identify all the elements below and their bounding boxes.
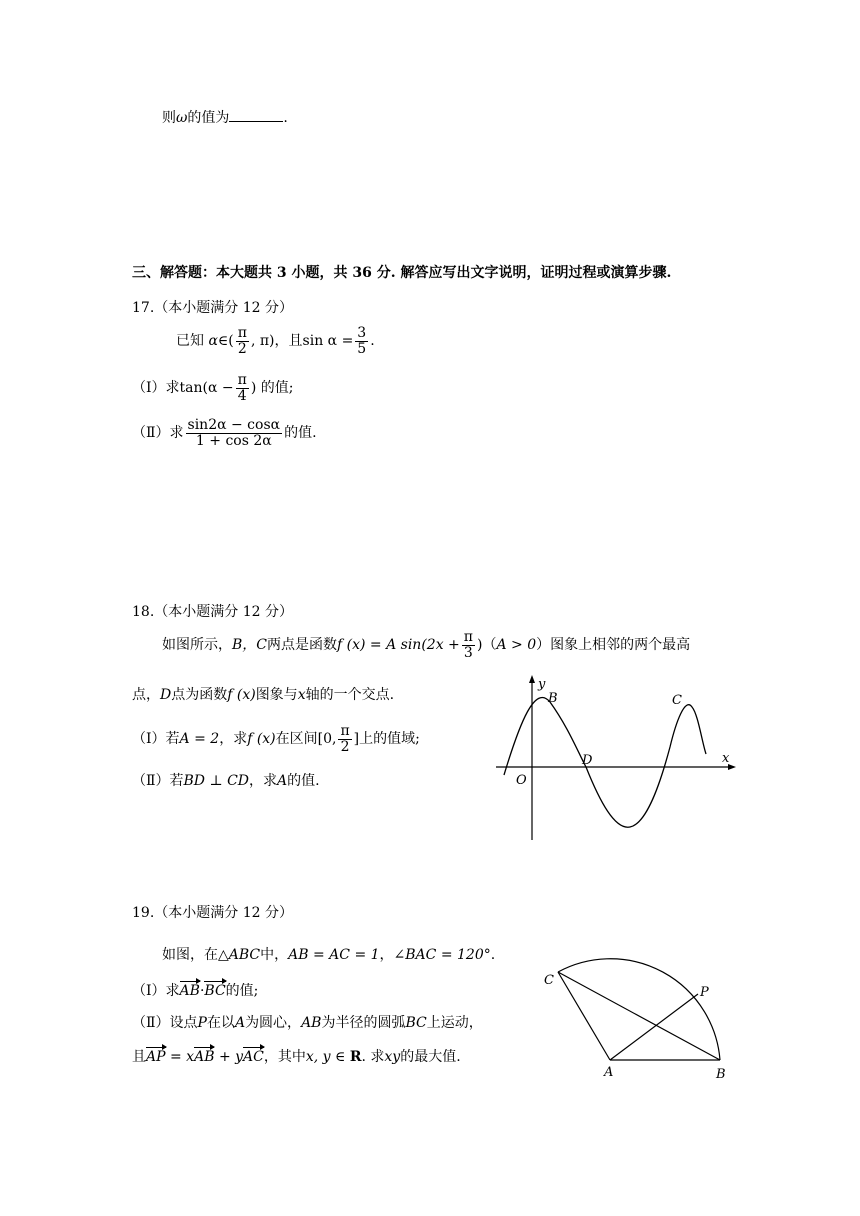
q18-l2b: 点为函数: [171, 687, 228, 703]
vector-ab: AB: [179, 983, 200, 999]
frac-num: π: [237, 372, 247, 388]
arc-bc: BC: [405, 1015, 427, 1031]
label-p: P: [700, 985, 709, 1000]
q18-l2c: 图象与: [255, 687, 298, 703]
arc-cb: [558, 959, 720, 1060]
q18-line2: [132, 684, 394, 704]
part1-label: （Ⅰ）求: [132, 983, 180, 999]
var-y: y: [235, 1049, 244, 1065]
q16-suffix: 的值为: [187, 110, 230, 126]
point-a: A: [234, 1015, 246, 1031]
q16-tail-line: [162, 107, 288, 127]
ab-eq-ac: AB = AC = 1: [288, 947, 380, 963]
q19-line1: [162, 944, 495, 964]
var-a: A: [277, 773, 288, 789]
label-b: B: [716, 1067, 726, 1082]
segment-ab: AB: [301, 1015, 322, 1031]
q17-given-prefix: 已知: [176, 333, 204, 350]
frac-num: π: [340, 723, 350, 739]
var-x: x: [186, 1049, 195, 1065]
q18-p1c: 在区间: [275, 731, 318, 748]
part2-suffix: 的值.: [284, 425, 317, 442]
equals: =: [169, 1049, 182, 1065]
angle-bac: ∠BAC = 120°: [393, 947, 491, 963]
pi-over-4: [236, 373, 249, 403]
plus: +: [218, 1049, 231, 1065]
a-equals-2: A = 2: [179, 731, 220, 748]
label-c: C: [544, 973, 554, 988]
xy-product: xy: [384, 1049, 401, 1065]
sin-alpha-expr: sin α =: [302, 333, 354, 350]
q19-p2b: 在以: [206, 1015, 235, 1031]
frac-den: 2: [340, 738, 350, 755]
label-d: D: [582, 753, 593, 768]
function-expr: f (x) = A sin(2x +: [337, 637, 460, 654]
q18-l2e: 轴的一个交点.: [305, 687, 395, 703]
q18-l1b: 两点是函数: [267, 637, 337, 654]
q17-and: ，且: [274, 333, 303, 350]
q17-header: 17.（本小题满分 12 分）: [132, 300, 293, 316]
trig-fraction: [186, 418, 283, 448]
label-o: O: [516, 773, 527, 788]
f-of-x: f (x): [227, 687, 256, 703]
q19-l3d: 的最大值.: [400, 1049, 461, 1065]
q19-l3a: 且: [132, 1049, 146, 1065]
vector-ap: AP: [146, 1049, 166, 1065]
q18-header: 18.（本小题满分 12 分）: [132, 604, 293, 620]
label-b: B: [548, 691, 558, 706]
sine-curve: [504, 697, 706, 827]
alpha-symbol: α: [208, 333, 218, 350]
sector-figure: [540, 948, 740, 1084]
frac-den: 5: [357, 340, 367, 357]
triangle-abc: △ABC: [218, 947, 261, 963]
tan-expr: tan(α −: [179, 380, 234, 397]
part2-label: （Ⅱ）求: [132, 425, 184, 442]
interval-open: [0,: [317, 731, 337, 748]
q18-p1d: 上的值域;: [359, 731, 420, 748]
q18-part1: [132, 724, 420, 754]
part1-label: （Ⅰ）若: [132, 731, 180, 748]
q18-l2a: 点，: [132, 687, 160, 703]
frac-den: 3: [463, 644, 473, 661]
q19-part1: [132, 980, 258, 1000]
real-set: R: [349, 1049, 362, 1065]
segment-ac-line: [558, 972, 610, 1060]
pi-over-3: [462, 630, 475, 660]
q19-l3b: ，其中: [263, 1049, 306, 1065]
section-3-title: 三、解答题：本大题共 3 小题，共 36 分. 解答应写出文字说明，证明过程或演算步骤.: [132, 265, 672, 281]
pi-over-2: [338, 724, 351, 754]
point-p: P: [197, 1015, 207, 1031]
q18-part2: [132, 770, 320, 790]
q18-p2b: ，求: [249, 773, 278, 789]
q17-pi-close: , π): [250, 333, 275, 350]
q17-part2: [132, 418, 317, 448]
q17-in: ∈(: [217, 333, 234, 350]
x-var: x: [297, 687, 306, 703]
label-c: C: [672, 693, 682, 708]
frac-den: 1 + cos 2α: [195, 432, 272, 449]
q16-prefix: 则: [162, 110, 176, 126]
part1-suffix: ) 的值;: [250, 380, 294, 397]
answer-blank[interactable]: [229, 109, 283, 122]
frac-den: 2: [237, 340, 247, 357]
bd-perp-cd: BD ⊥ CD: [183, 773, 250, 789]
vector-bc: BC: [204, 983, 226, 999]
q18-l1close: )（: [476, 637, 497, 654]
point-d: D: [160, 687, 172, 703]
q19-p2d: 为半径的圆弧: [321, 1015, 406, 1031]
interval-close: ]: [353, 731, 360, 748]
vector-ac: AC: [243, 1049, 264, 1065]
q18-p2c: 的值.: [287, 773, 320, 789]
frac-num: 3: [357, 325, 367, 341]
segment-cb-line: [558, 972, 720, 1060]
part2-label: （Ⅱ）若: [132, 773, 184, 789]
q16-end: .: [283, 110, 288, 126]
label-x: x: [722, 751, 730, 766]
q19-l3c: . 求: [361, 1049, 385, 1065]
points-bc: B，C: [232, 637, 267, 654]
frac-num: π: [463, 629, 473, 645]
y-axis-arrow: [529, 675, 535, 683]
q18-l1a: 如图所示，: [162, 637, 232, 654]
pi-over-2: [236, 326, 249, 356]
q17-part1: [132, 373, 293, 403]
part1-label: （Ⅰ）求: [132, 380, 180, 397]
frac-num: π: [237, 325, 247, 341]
a-positive: A > 0: [496, 637, 537, 654]
three-fifths: [355, 326, 368, 356]
segment-ap-line: [610, 994, 698, 1060]
q19-l1c: ，: [379, 947, 394, 963]
dot-op: ·: [199, 983, 205, 999]
f-of-x: f (x): [247, 731, 276, 748]
q18-p1b: ，求: [219, 731, 248, 748]
q19-l1b: 中，: [260, 947, 289, 963]
q18-line1: [162, 630, 690, 660]
q19-line3: [132, 1046, 461, 1066]
sine-graph: [490, 672, 740, 844]
frac-den: 4: [237, 387, 247, 404]
label-a: A: [604, 1065, 614, 1080]
q19-p1-suffix: 的值;: [225, 983, 259, 999]
q18-l1c: ）图象上相邻的两个最高: [536, 637, 691, 654]
q19-l1a: 如图，在: [162, 947, 218, 963]
part2-label: （Ⅱ）设点: [132, 1015, 198, 1031]
q17-period: .: [370, 333, 375, 350]
frac-num: sin2α − cosα: [187, 417, 281, 433]
label-y: y: [538, 677, 546, 692]
omega-symbol: ω: [176, 110, 188, 126]
q19-p2c: 为圆心，: [245, 1015, 302, 1031]
q17-given: [176, 326, 375, 356]
vector-ab: AB: [194, 1049, 215, 1065]
q19-l1end: .: [490, 947, 496, 963]
q19-p2e: 上运动，: [426, 1015, 483, 1031]
q19-part2: [132, 1012, 483, 1032]
xy-in: x, y ∈: [305, 1049, 346, 1065]
q19-header: 19.（本小题满分 12 分）: [132, 905, 293, 921]
